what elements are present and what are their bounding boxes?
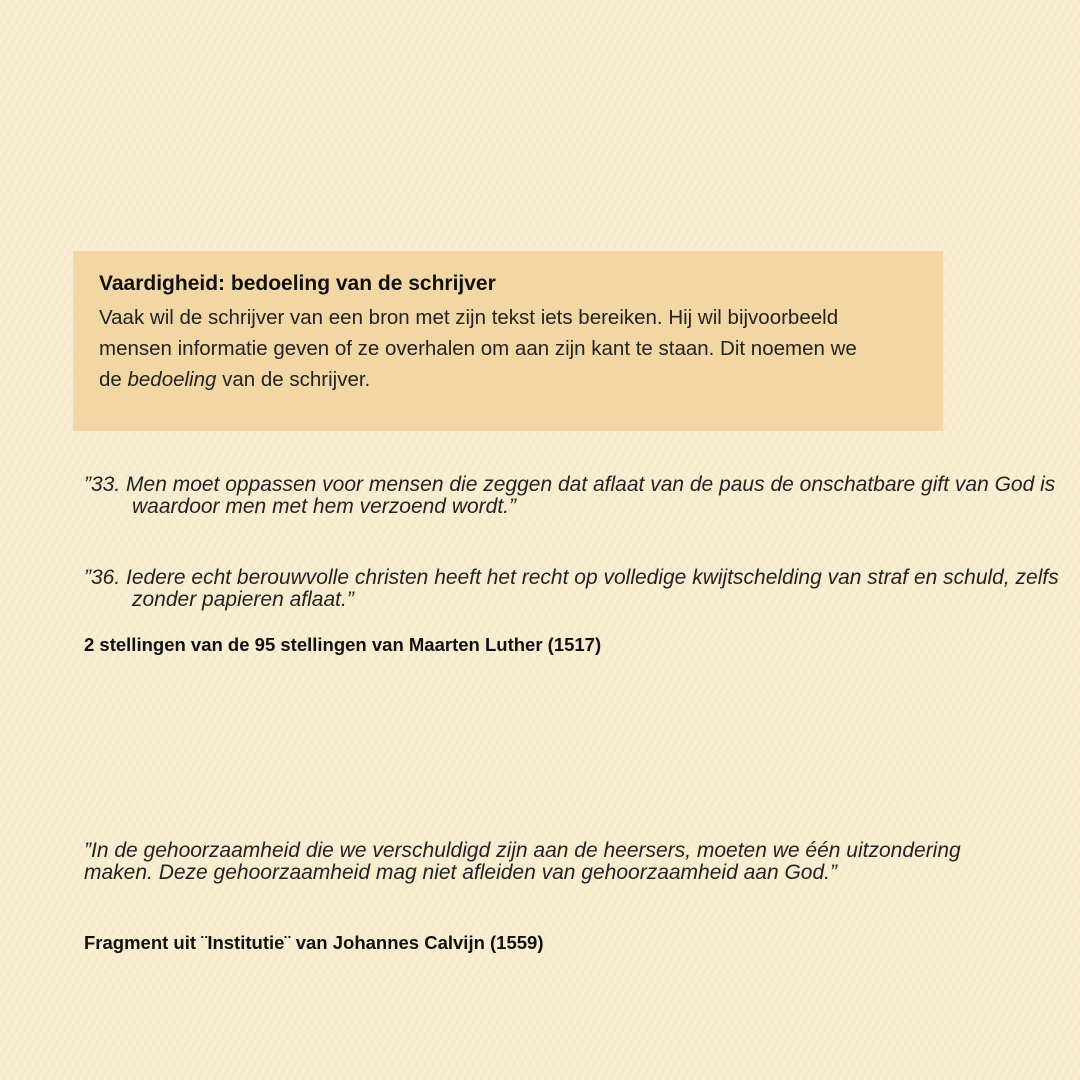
skill-title: Vaardigheid: bedoeling van de schrijver [99, 272, 496, 295]
skill-body-text: Vaak wil de schrijver van een bron met zijn tekst iets bereiken. Hij wil bijvoorbeeld mensen informatie geven of ze overhalen om aan zijn kant te staan. Dit noemen we de [99, 306, 857, 391]
calvijn-caption: Fragment uit ¨Institutie¨ van Johannes Calvijn (1559) [84, 932, 544, 953]
skill-body-emphasis: bedoeling [127, 368, 217, 391]
skill-body [99, 302, 859, 395]
skill-body-end: van de schrijver. [216, 368, 371, 391]
skill-box [73, 251, 943, 431]
luther-caption: 2 stellingen van de 95 stellingen van Maarten Luther (1517) [84, 634, 602, 655]
luther-thesis-36: ”36. Iedere echt berouwvolle christen heeft het recht op volledige kwijtschelding van straf en schuld, zelfs zonder papieren aflaat.” [84, 566, 1059, 611]
luther-thesis-33: ”33. Men moet oppassen voor mensen die zeggen dat aflaat van de paus de onschatbare gift van God is waardoor men met hem verzoend wordt.” [84, 473, 1056, 518]
calvijn-quote: ”In de gehoorzaamheid die we verschuldigd zijn aan de heersers, moeten we één uitzondering maken. Deze gehoorzaamheid mag niet afleiden van gehoorzaamheid aan God.” [84, 839, 961, 884]
